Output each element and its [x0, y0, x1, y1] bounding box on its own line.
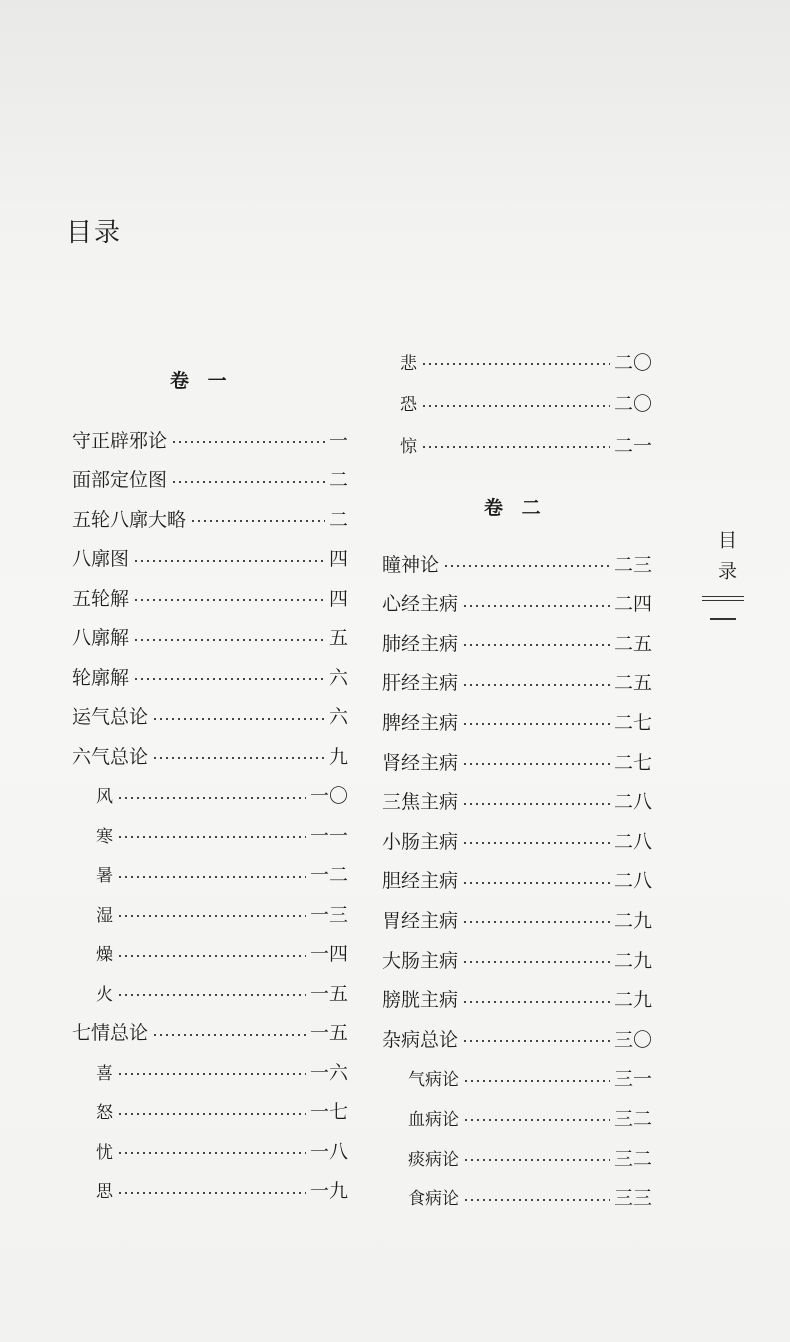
- toc-entry: [382, 1180, 652, 1214]
- toc-entry: [72, 1173, 348, 1207]
- toc-entry-page: 一五: [309, 1022, 348, 1044]
- toc-entry: [72, 422, 348, 456]
- toc-entry: [72, 738, 348, 772]
- toc-volume-2: [382, 0, 652, 1342]
- dot-leader: [462, 882, 610, 884]
- page-title: 目录: [66, 218, 123, 248]
- toc-entry-title: 肺经主病: [382, 632, 459, 655]
- toc-entry-title: 恐: [400, 395, 417, 415]
- toc-entry-page: 一二: [309, 864, 348, 886]
- toc-entry-page: 二五: [613, 672, 652, 695]
- toc-entry-title: 杂病总论: [382, 1028, 459, 1051]
- running-head-rule: [702, 596, 744, 597]
- dot-leader: [133, 599, 325, 601]
- dot-leader: [117, 836, 306, 838]
- toc-entry-page: 一九: [309, 1180, 348, 1202]
- toc-entry-page: 二九: [613, 949, 652, 972]
- toc-entry: [382, 625, 652, 659]
- toc-entry-title: 八廓解: [72, 627, 130, 649]
- running-head-rule: [702, 600, 744, 601]
- toc-entry: [72, 896, 348, 930]
- folio-mark: [710, 618, 736, 620]
- dot-leader: [462, 684, 610, 686]
- toc-entry: [72, 541, 348, 575]
- toc-entry-title: 忧: [96, 1142, 113, 1163]
- dot-leader: [463, 1159, 610, 1161]
- toc-entry-page: 二七: [613, 751, 652, 774]
- toc-entry: [382, 1100, 652, 1134]
- toc-entry: [382, 744, 652, 778]
- dot-leader: [133, 560, 325, 562]
- toc-entry-page: 四: [328, 587, 348, 610]
- dot-leader: [133, 639, 325, 641]
- toc-entry: [382, 1140, 652, 1174]
- toc-entry: [382, 902, 652, 936]
- toc-entry-title: 火: [96, 984, 113, 1005]
- toc-entry-title: 心经主病: [382, 593, 459, 616]
- dot-leader: [117, 955, 306, 957]
- toc-entry-page: 三二: [613, 1147, 652, 1170]
- toc-entry-page: 二一: [613, 434, 652, 457]
- toc-entry-page: 一四: [309, 943, 348, 965]
- dot-leader: [463, 1199, 610, 1201]
- toc-volume-1: [72, 0, 348, 1342]
- toc-entry-title: 瞳神论: [382, 553, 440, 576]
- toc-entry-page: 一八: [309, 1140, 348, 1163]
- toc-entry-title: 面部定位图: [72, 469, 168, 491]
- toc-entry-page: 三一: [613, 1068, 652, 1091]
- dot-leader: [462, 605, 610, 607]
- toc-entry-page: 九: [328, 745, 348, 768]
- toc-entry-page: 三二: [613, 1107, 652, 1130]
- toc-entry: [72, 778, 348, 812]
- toc-entry-title: 守正辟邪论: [72, 429, 168, 452]
- toc-entry-page: 一〇: [309, 785, 348, 807]
- dot-leader: [117, 1192, 306, 1194]
- toc-entry: [382, 863, 652, 897]
- dot-leader: [152, 718, 325, 720]
- toc-entry-title: 运气总论: [72, 706, 149, 728]
- toc-entry-title: 小肠主病: [382, 830, 459, 853]
- toc-entry-title: 胃经主病: [382, 909, 459, 932]
- toc-entry: [72, 817, 348, 851]
- toc-entry-title: 五轮八廓大略: [72, 508, 187, 531]
- volume-1-heading: 卷 一: [170, 370, 233, 392]
- toc-entry-page: 二八: [613, 791, 652, 814]
- dot-leader: [463, 1119, 610, 1121]
- toc-entry-title: 三焦主病: [382, 791, 459, 814]
- toc-entry: [72, 659, 348, 693]
- toc-entry-page: 二四: [613, 593, 652, 616]
- dot-leader: [152, 1034, 306, 1036]
- toc-entry-title: 暑: [96, 866, 113, 886]
- toc-entry: [72, 1015, 348, 1049]
- toc-entry-title: 寒: [96, 826, 113, 847]
- toc-entry-title: 怒: [96, 1103, 113, 1123]
- dot-leader: [133, 678, 325, 680]
- toc-entry-page: 二五: [613, 632, 652, 655]
- toc-entry: [72, 699, 348, 733]
- dot-leader: [117, 1073, 306, 1075]
- toc-entry: [382, 784, 652, 818]
- toc-entry: [72, 501, 348, 535]
- dot-leader: [117, 994, 306, 996]
- dot-leader: [462, 803, 610, 805]
- dot-leader: [117, 1152, 306, 1154]
- toc-entry-title: 五轮解: [72, 587, 130, 610]
- toc-entry-page: 二: [328, 508, 348, 531]
- toc-entry-page: 一三: [309, 903, 348, 926]
- toc-entry: [382, 665, 652, 699]
- toc-entry-page: 二八: [613, 830, 652, 853]
- toc-entry-title: 肾经主病: [382, 751, 459, 774]
- dot-leader: [462, 1001, 610, 1003]
- toc-entry-page: 二九: [613, 989, 652, 1012]
- toc-entry-title: 燥: [96, 945, 113, 965]
- toc-entry-page: 五: [328, 627, 348, 649]
- toc-entry-title: 食病论: [408, 1189, 459, 1210]
- toc-entry: [382, 823, 652, 857]
- toc-entry-title: 六气总论: [72, 745, 149, 768]
- toc-entry-title: 痰病论: [408, 1149, 459, 1170]
- dot-leader: [117, 797, 306, 799]
- toc-entry: [382, 546, 652, 580]
- toc-entry: [72, 1133, 348, 1167]
- toc-entry: [72, 857, 348, 891]
- toc-entry-title: 八廓图: [72, 548, 130, 570]
- toc-entry: [72, 975, 348, 1009]
- dot-leader: [462, 763, 610, 765]
- dot-leader: [443, 565, 610, 567]
- volume-2-heading: 卷 二: [484, 497, 547, 519]
- toc-entry-page: 六: [328, 666, 348, 689]
- toc-entry-title: 肝经主病: [382, 672, 459, 695]
- dot-leader: [171, 441, 325, 443]
- dot-leader: [190, 520, 325, 522]
- dot-leader: [463, 1080, 610, 1082]
- toc-entry-title: 胆经主病: [382, 870, 459, 893]
- toc-entry-page: 一六: [309, 1061, 348, 1084]
- toc-entry-title: 湿: [96, 905, 113, 926]
- toc-entry: [72, 1094, 348, 1128]
- toc-entry-title: 气病论: [408, 1070, 459, 1091]
- toc-entry: [382, 1021, 652, 1055]
- toc-entry-title: 血病论: [408, 1109, 459, 1130]
- toc-entry-title: 悲: [400, 353, 417, 374]
- toc-entry-title: 轮廓解: [72, 666, 130, 689]
- toc-entry: [72, 462, 348, 496]
- toc-entry: [72, 936, 348, 970]
- toc-entry: [382, 1061, 652, 1095]
- toc-entry-page: 二九: [613, 909, 652, 932]
- toc-entry-page: 三〇: [613, 1028, 652, 1051]
- toc-entry-page: 二〇: [613, 351, 652, 374]
- toc-entry: [72, 580, 348, 614]
- toc-entry: [382, 586, 652, 620]
- toc-entry: [382, 982, 652, 1016]
- toc-entry-page: 二〇: [613, 393, 652, 415]
- toc-entry: [72, 620, 348, 654]
- dot-leader: [171, 481, 325, 483]
- toc-entry: [382, 942, 652, 976]
- toc-entry-page: 一七: [309, 1101, 348, 1123]
- toc-entry-page: 一一: [309, 824, 348, 847]
- toc-entry-page: 一: [328, 429, 348, 452]
- dot-leader: [462, 1040, 610, 1042]
- running-head: 目录: [715, 530, 737, 592]
- toc-entry-title: 膀胱主病: [382, 989, 459, 1012]
- toc-entry-page: 四: [328, 548, 348, 570]
- dot-leader: [117, 1113, 306, 1115]
- dot-leader: [462, 723, 610, 725]
- dot-leader: [462, 644, 610, 646]
- toc-entry-title: 大肠主病: [382, 949, 459, 972]
- toc-entry: [382, 704, 652, 738]
- dot-leader: [117, 915, 306, 917]
- toc-entry-title: 思: [96, 1182, 113, 1202]
- dot-leader: [117, 876, 306, 878]
- toc-entry-page: 二三: [613, 553, 652, 576]
- toc-entry-title: 惊: [400, 436, 417, 457]
- toc-entry-title: 喜: [96, 1063, 113, 1084]
- toc-entry-title: 七情总论: [72, 1022, 149, 1044]
- dot-leader: [462, 842, 610, 844]
- toc-entry-title: 脾经主病: [382, 711, 459, 734]
- toc-entry-title: 风: [96, 787, 113, 807]
- toc-entry-page: 二七: [613, 711, 652, 734]
- toc-entry-page: 一五: [309, 982, 348, 1005]
- toc-entry-page: 二八: [613, 870, 652, 893]
- toc-entry-page: 六: [328, 706, 348, 728]
- toc-entry-page: 二: [328, 469, 348, 491]
- toc-entry-page: 三三: [613, 1187, 652, 1210]
- dot-leader: [462, 921, 610, 923]
- toc-entry: [72, 1054, 348, 1088]
- dot-leader: [462, 961, 610, 963]
- dot-leader: [152, 757, 325, 759]
